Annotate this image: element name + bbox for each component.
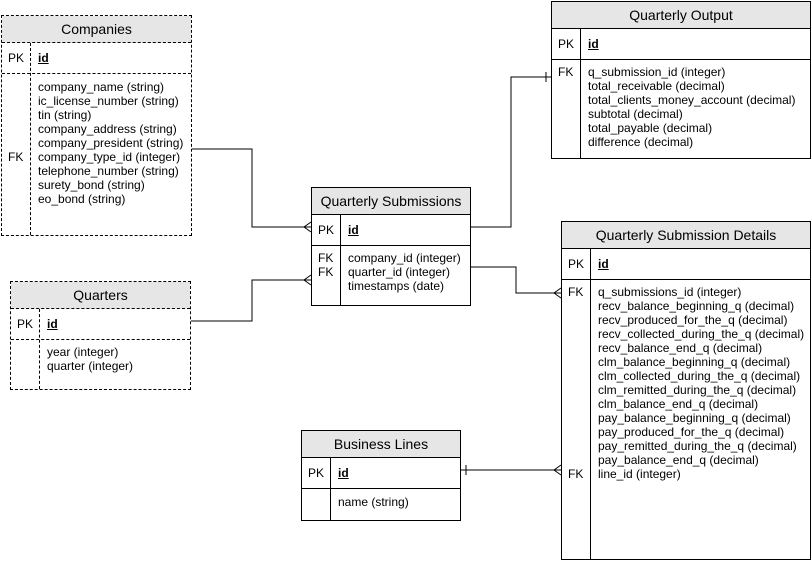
fk-label: FK <box>568 467 584 481</box>
attribute: difference (decimal) <box>588 135 694 149</box>
attribute: clm_balance_beginning_q (decimal) <box>598 355 791 369</box>
pk-field: id <box>348 223 359 237</box>
attribute: surety_bond (string) <box>38 178 145 192</box>
attribute-list <box>348 251 461 293</box>
rel-companies-submissions <box>191 149 311 227</box>
attribute: recv_produced_for_the_q (decimal) <box>598 313 788 327</box>
pk-label: PK <box>307 466 324 480</box>
entity-quarterly-submissions <box>311 187 471 306</box>
entity-quarterly-submission-details <box>561 221 811 560</box>
pk-field: id <box>338 466 349 480</box>
entity-title: Companies <box>2 16 191 43</box>
attribute: q_submissions_id (integer) <box>598 285 742 299</box>
pk-row <box>562 249 810 280</box>
attribute: company_name (string) <box>38 80 165 94</box>
attribute: recv_balance_end_q (decimal) <box>598 341 763 355</box>
attribute: quarter_id (integer) <box>348 265 451 279</box>
attribute: eo_bond (string) <box>38 192 126 206</box>
attribute: company_president (string) <box>38 136 184 150</box>
attribute-list <box>47 345 133 373</box>
attribute: total_receivable (decimal) <box>588 79 725 93</box>
attribute: timestamps (date) <box>348 279 445 293</box>
entity-title: Quarterly Submission Details <box>562 222 810 249</box>
pk-label: PK <box>557 37 574 51</box>
attribute: pay_balance_end_q (decimal) <box>598 453 759 467</box>
key-divider <box>340 215 341 305</box>
attribute: recv_balance_beginning_q (decimal) <box>598 299 795 313</box>
attribute: company_address (string) <box>38 122 177 136</box>
attribute: recv_collected_during_the_q (decimal) <box>598 327 805 341</box>
attribute: telephone_number (string) <box>38 164 179 178</box>
attribute: tin (string) <box>38 108 92 122</box>
fk-label: FK <box>8 150 24 164</box>
key-divider <box>39 309 40 389</box>
attribute: year (integer) <box>47 345 119 359</box>
attribute: pay_produced_for_the_q (decimal) <box>598 425 785 439</box>
fk-label: FK <box>318 251 334 265</box>
entity-title: Quarters <box>11 282 190 309</box>
entity-quarters <box>10 281 191 390</box>
entity-title: Business Lines <box>302 431 460 458</box>
attribute: company_type_id (integer) <box>38 150 181 164</box>
attribute: name (string) <box>338 495 409 509</box>
attribute: pay_balance_beginning_q (decimal) <box>598 411 791 425</box>
rel-submissions-details <box>471 267 561 293</box>
rel-quarters-submissions <box>191 280 311 321</box>
attribute: line_id (integer) <box>598 467 681 481</box>
entity-companies <box>1 15 192 236</box>
pk-row <box>552 29 810 60</box>
attribute: quarter (integer) <box>47 359 134 373</box>
attribute: total_payable (decimal) <box>588 121 713 135</box>
pk-label: PK <box>567 257 584 271</box>
entity-title: Quarterly Output <box>552 2 810 29</box>
attribute: q_submission_id (integer) <box>588 65 726 79</box>
pk-field: id <box>47 317 58 331</box>
attribute: clm_balance_end_q (decimal) <box>598 397 759 411</box>
attribute-list <box>338 495 409 509</box>
pk-row <box>312 215 470 246</box>
key-divider <box>330 458 331 520</box>
attribute-list <box>598 285 804 481</box>
key-divider <box>590 249 591 559</box>
rel-submissions-output <box>471 77 551 227</box>
attribute: company_id (integer) <box>348 251 461 265</box>
pk-row <box>11 309 190 340</box>
attribute: pay_remitted_during_the_q (decimal) <box>598 439 797 453</box>
pk-label: PK <box>317 223 334 237</box>
attribute: total_clients_money_account (decimal) <box>588 93 796 107</box>
attribute: clm_collected_during_the_q (decimal) <box>598 369 801 383</box>
attribute-list <box>588 65 795 149</box>
key-divider <box>30 43 31 235</box>
fk-label: FK <box>558 65 574 79</box>
pk-field: id <box>588 37 599 51</box>
key-divider <box>580 29 581 158</box>
entity-title: Quarterly Submissions <box>312 188 470 215</box>
attribute: subtotal (decimal) <box>588 107 683 121</box>
attribute: clm_remitted_during_the_q (decimal) <box>598 383 797 397</box>
entity-business-lines <box>301 430 461 521</box>
attribute-list <box>38 80 183 206</box>
pk-row <box>302 458 460 489</box>
pk-label: PK <box>16 317 33 331</box>
fk-label: FK <box>318 265 334 279</box>
pk-field: id <box>598 257 609 271</box>
attribute: ic_license_number (string) <box>38 94 179 108</box>
fk-label: FK <box>568 285 584 299</box>
entity-quarterly-output <box>551 1 811 159</box>
pk-field: id <box>38 51 49 65</box>
pk-label: PK <box>7 51 24 65</box>
